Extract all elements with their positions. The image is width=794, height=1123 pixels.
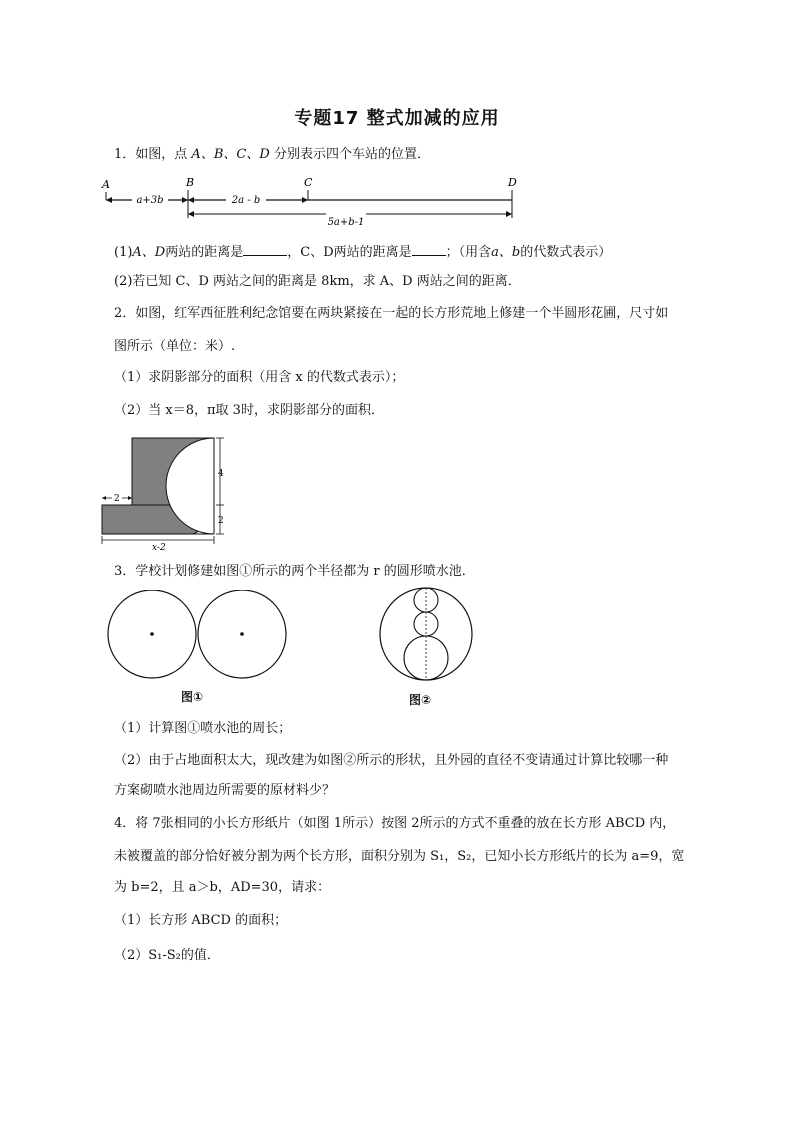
q1-arrow-bd-right <box>506 211 512 217</box>
q1-seg-bc-label: 2a - b <box>231 195 261 206</box>
q1-arrow-b-right <box>188 197 194 203</box>
q3-center-right <box>240 632 244 636</box>
q4-stem-line1: 4．将 7张相同的小长方形纸片（如图 1所示）按图 2所示的方式不重叠的放在长方形 ABCD 内， <box>114 816 676 831</box>
q3-fig2-caption: 图② <box>409 693 432 707</box>
q2-figure <box>92 430 242 552</box>
q1-stem <box>114 146 430 164</box>
page-title: 专题17 整式加减的应用 <box>294 108 500 129</box>
q2-part1: （1）求阴影部分的面积（用含 x 的代数式表示）； <box>114 370 405 385</box>
q1-stem-pre: 1．如图，点 <box>114 147 188 162</box>
q4-part1: （1）长方形 ABCD 的面积； <box>114 913 288 928</box>
q1-stem-mid: 分别表示四个车站的位置． <box>273 147 430 162</box>
q4-stem-line2: 未被覆盖的部分恰好被分割为两个长方形，面积分别为 S₁，S₂，已知小长方形纸片的长为 a=9，宽 <box>114 849 685 864</box>
q1-point-b: B <box>186 176 195 189</box>
q1-blank-cd[interactable] <box>412 243 446 256</box>
q4-stem-line3: 为 b=2，且 a＞b，AD=30，请求： <box>114 880 331 895</box>
q2-stem-line2: 图所示（单位：米）. <box>114 339 236 354</box>
q1-seg-ab-label: a+3b <box>136 195 164 206</box>
q1-blank-ad[interactable] <box>243 243 287 256</box>
q2-stem-line1: 2．如图，红军西征胜利纪念馆要在两块紧接在一起的长方形荒地上修建一个半圆形花圃，尺寸如 <box>114 306 669 321</box>
q3-part1: （1）计算图①喷水池的周长； <box>114 721 292 736</box>
q3-stem: 3．学校计划修建如图①所示的两个半径都为 r 的圆形喷水池． <box>114 564 475 579</box>
q1-arrow-a <box>106 197 112 203</box>
q1-part1: (1)A、D两站的距离是 ，C、D两站的距离是 ；（用含a、b的代数式表示） <box>114 245 612 260</box>
q3-figure2 <box>378 586 474 682</box>
q1-arrow-b-left <box>182 197 188 203</box>
q3-center-left <box>150 632 154 636</box>
q1-stem-points: A、B、C、D <box>191 147 270 162</box>
q4-part2: （2）S₁-S₂的值． <box>114 948 220 963</box>
q3-part2-line1: （2）由于占地面积太大，现改建为如图②所示的形状，且外园的直径不变请通过计算比较哪一种 <box>114 753 669 768</box>
q2-dim-bottom-label: x-2 <box>152 543 166 552</box>
q1-figure <box>96 172 526 228</box>
q2-dim-left-label: 2 <box>114 494 120 504</box>
q3-part2-line2: 方案砌喷水池周边所需要的原材料少？ <box>114 783 336 798</box>
q1-point-d: D <box>508 176 517 189</box>
q2-part2: （2）当 x＝8，π取 3时，求阴影部分的面积． <box>114 403 384 418</box>
q3-figure1 <box>104 590 300 680</box>
q2-dim-bottom-right-label: 2 <box>218 516 224 526</box>
q3-fig1-caption: 图① <box>181 690 204 704</box>
q1-part2: (2)若已知 C、D 两站之间的距离是 8km，求 A、D 两站之间的距离． <box>114 274 521 289</box>
q1-seg-bd-label: 5a+b-1 <box>327 217 365 228</box>
q1-point-c: C <box>304 176 313 189</box>
q1-arrow-bd-left <box>188 211 194 217</box>
q1-point-a: A <box>102 178 110 191</box>
q2-dim-top-right-label: 4 <box>218 469 224 479</box>
q1-arrow-c <box>302 197 308 203</box>
